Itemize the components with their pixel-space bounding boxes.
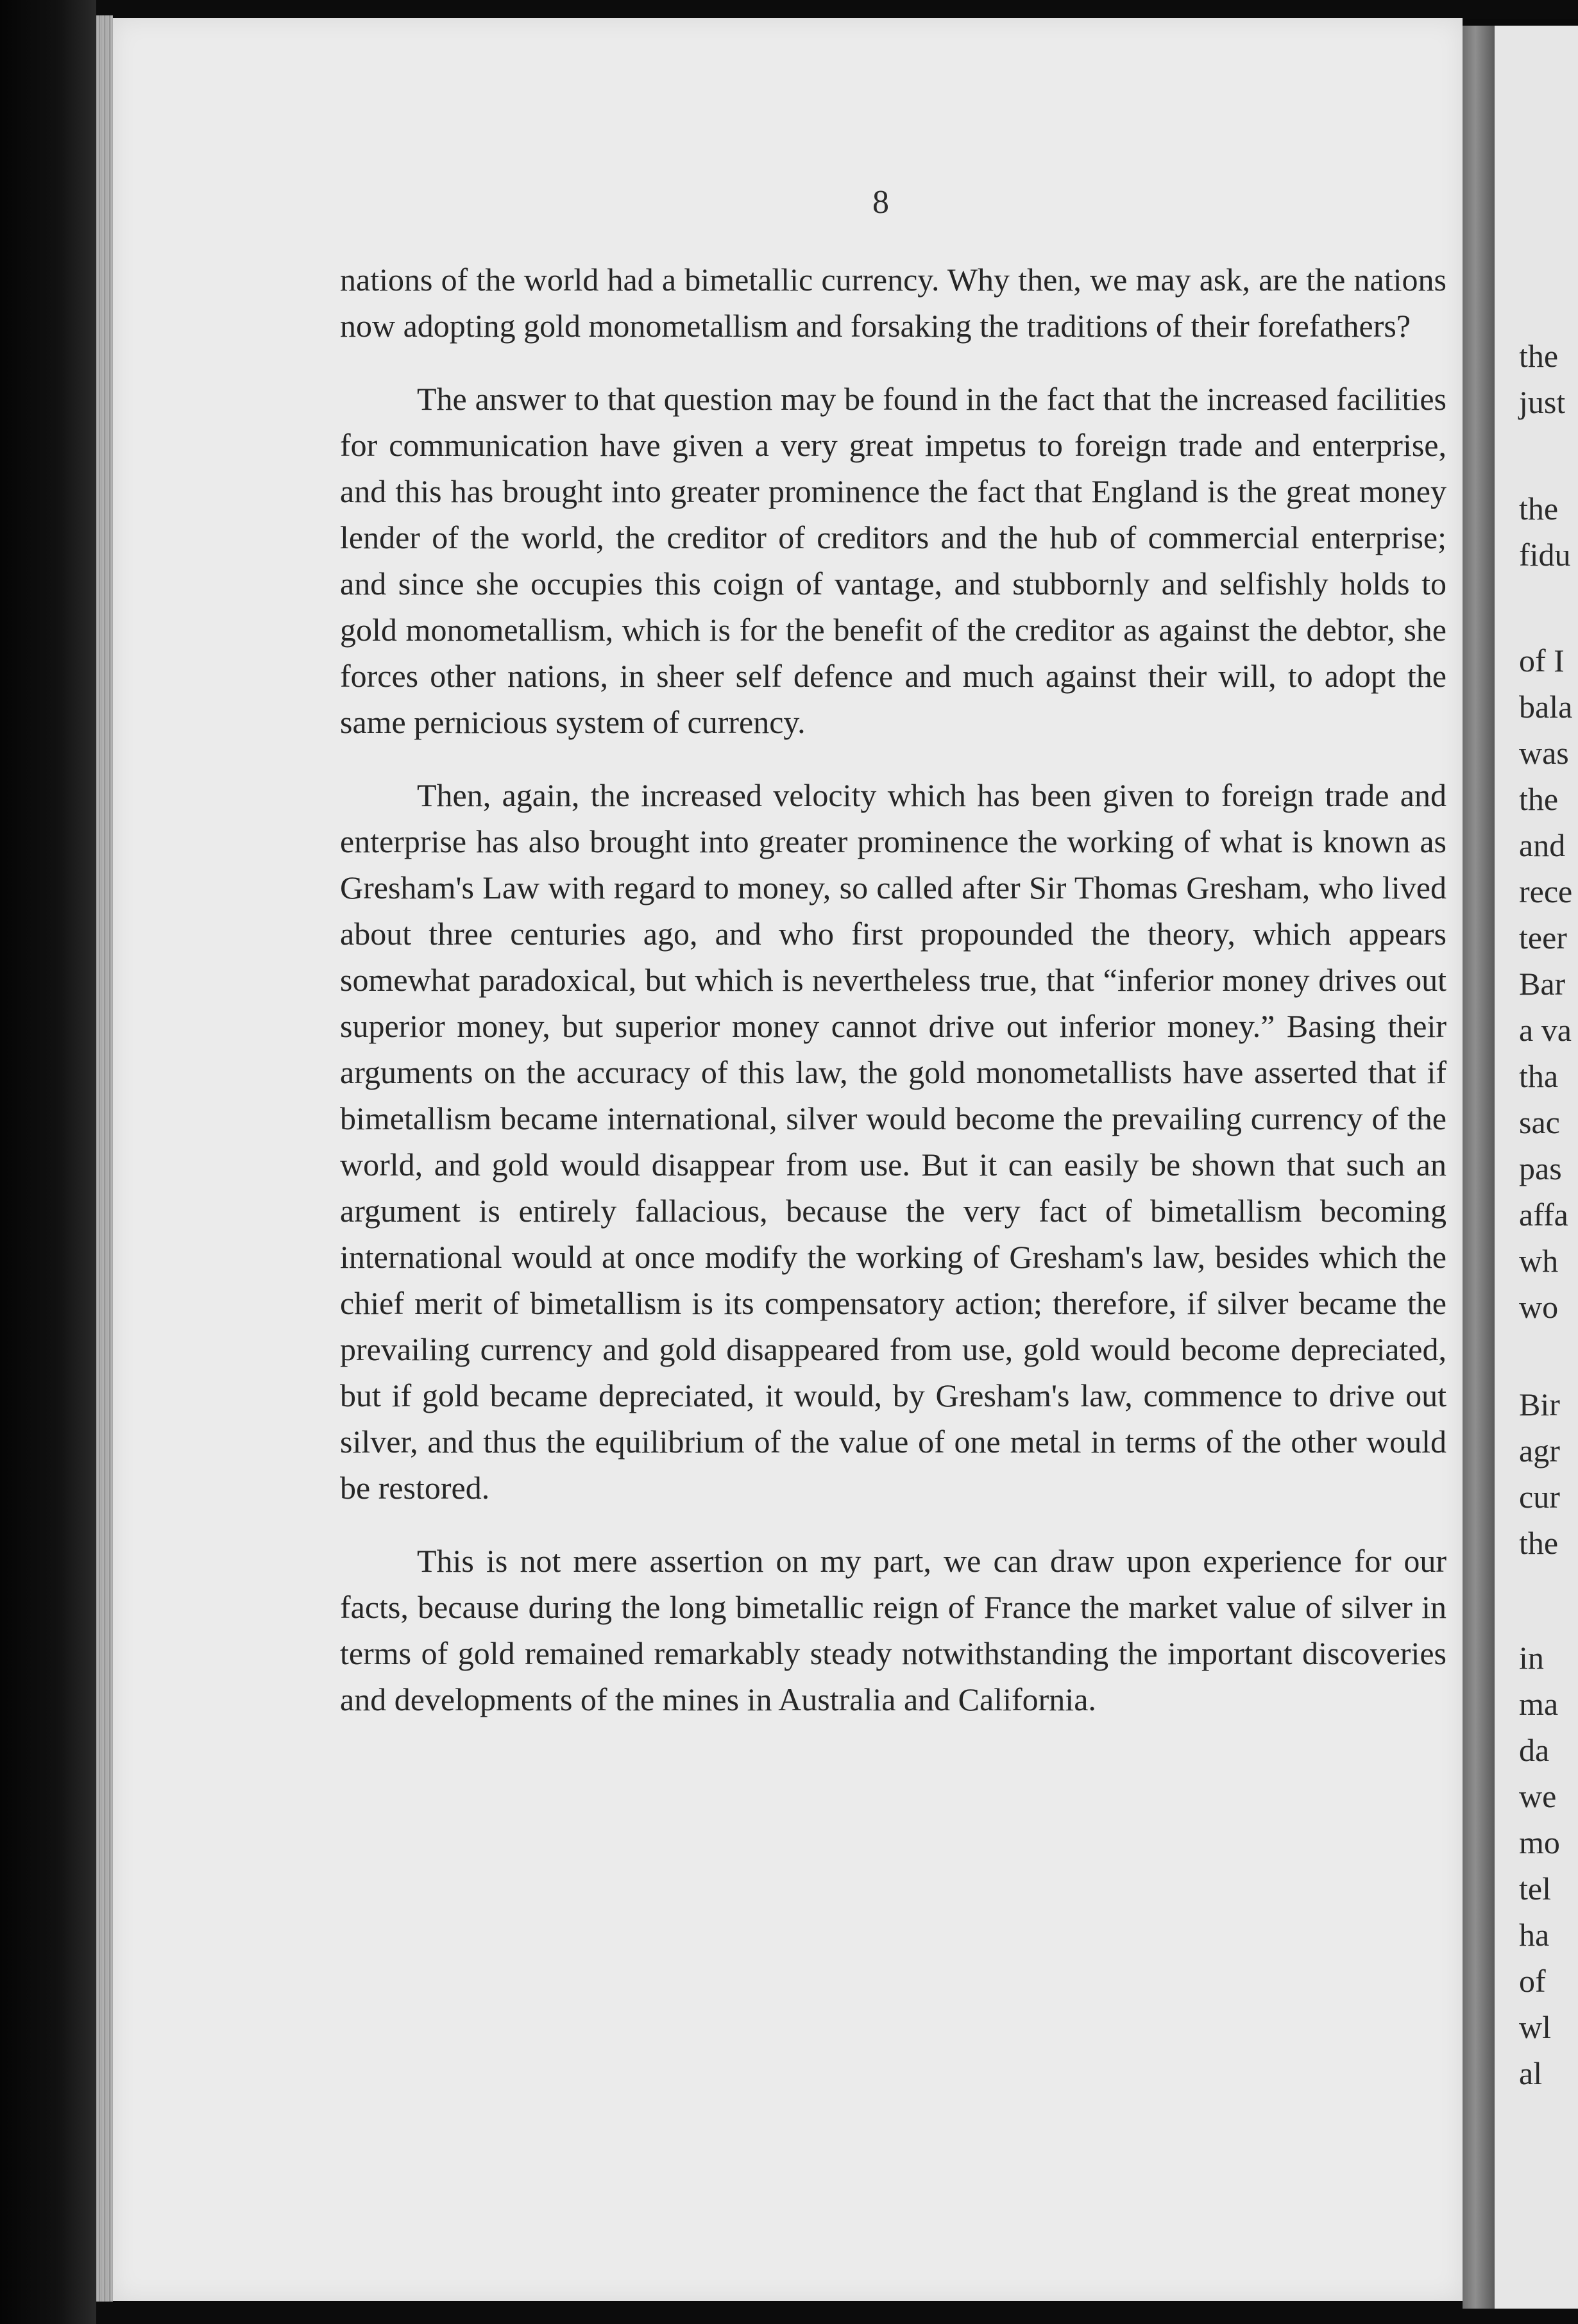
- body-text: [340, 257, 1446, 1749]
- next-page-fragment: rece: [1519, 873, 1573, 909]
- next-page-fragment: the: [1519, 781, 1559, 817]
- next-page-fragment: sac: [1519, 1104, 1560, 1140]
- scan-background-left: [0, 0, 96, 2324]
- next-page-fragment: the: [1519, 491, 1559, 526]
- next-page-fragment: bala: [1519, 689, 1573, 725]
- next-page-fragment: al: [1519, 2055, 1543, 2091]
- next-page-fragment: of I: [1519, 643, 1565, 678]
- scan-background-bottom: [96, 2302, 1578, 2324]
- next-page-fragment: Bir: [1519, 1386, 1560, 1422]
- next-page-fragment: in: [1519, 1640, 1544, 1676]
- next-page-fragment: wh: [1519, 1243, 1559, 1279]
- next-page-fragment: wo: [1519, 1289, 1559, 1325]
- page-number: 8: [872, 184, 889, 221]
- next-page-fragment: of: [1519, 1963, 1546, 1999]
- next-page-fragment: cur: [1519, 1479, 1560, 1515]
- next-page-fragment: agr: [1519, 1433, 1560, 1469]
- next-page-fragment: and: [1519, 827, 1566, 863]
- next-page-edge: [1495, 26, 1578, 2309]
- next-page-fragment: ha: [1519, 1917, 1550, 1953]
- next-page-fragment: the: [1519, 1525, 1559, 1561]
- next-page-fragment: teer: [1519, 920, 1567, 956]
- next-page-fragment: fidu: [1519, 537, 1571, 573]
- next-page-fragment: pas: [1519, 1150, 1562, 1186]
- binding-gutter: [1463, 26, 1495, 2309]
- paragraph-1: nations of the world had a bimetallic currency. Why then, we may ask, are the nations now adopting gold monometallism and forsaking the traditions of their forefathers?: [340, 262, 1446, 344]
- next-page-fragment: a va: [1519, 1012, 1572, 1048]
- next-page-fragment: just: [1519, 384, 1566, 420]
- next-page-fragment: affa: [1519, 1197, 1568, 1233]
- stacked-page-edges: [96, 15, 113, 2302]
- next-page-fragment: the: [1519, 338, 1559, 374]
- paragraph-3: Then, again, the increased velocity which has been given to foreign trade and enterprise has also brought into greater prominence the working of what is known as Gresham's Law with regard to money, so called after Sir Thomas Gresham, who lived about three centuries ago, and who first propounded the theory, which appears somewhat paradoxical, but which is nevertheless true, that “inferior money drives out superior money, but superior money cannot drive out inferior money.” Basing their arguments on the accuracy of this law, the gold monometallists have asserted that if bimetallism became international, silver would become the prevailing currency of the world, and gold would disappear from use. But it can easily be shown that such an argument is entirely fallacious, because the very fact of bimetallism becoming international would at once modify the working of Gresham's law, besides which the chief merit of bimetallism is its compensatory action; therefore, if silver became the prevailing currency and gold disappeared from use, gold would become depreciated, but if gold became depreciated, it would, by Gresham's law, commence to drive out silver, and thus the equilibrium of the value of one metal in terms of the other would be restored.: [340, 777, 1446, 1506]
- scan-background-top: [96, 0, 1578, 19]
- next-page-fragment: tel: [1519, 1871, 1551, 1907]
- next-page-fragment: wl: [1519, 2009, 1551, 2045]
- next-page-fragment: ma: [1519, 1686, 1559, 1722]
- next-page-fragment: da: [1519, 1732, 1550, 1768]
- paragraph-2: The answer to that question may be found in the fact that the increased facilities for communication have given a very great impetus to foreign trade and enterprise, and this has brought into greater prominence the fact that England is the great money lender of the world, the creditor of creditors and the hub of commercial enterprise; and since she occupies this coign of vantage, and stubbornly and selfishly holds to gold monometallism, which is for the benefit of the creditor as against the debtor, she forces other nations, in sheer self defence and much against their will, to adopt the same pernicious system of currency.: [340, 381, 1446, 740]
- paragraph-4: This is not mere assertion on my part, we can draw upon experience for our facts, because during the long bimetallic reign of France the market value of silver in terms of gold remained remarkably steady notwithstanding the important discoveries and developments of the mines in Australia and California.: [340, 1543, 1446, 1717]
- next-page-fragment: tha: [1519, 1058, 1559, 1094]
- next-page-fragment: we: [1519, 1778, 1557, 1814]
- next-page-fragment: mo: [1519, 1824, 1560, 1860]
- next-page-fragment: was: [1519, 735, 1569, 771]
- next-page-fragment: Bar: [1519, 966, 1566, 1002]
